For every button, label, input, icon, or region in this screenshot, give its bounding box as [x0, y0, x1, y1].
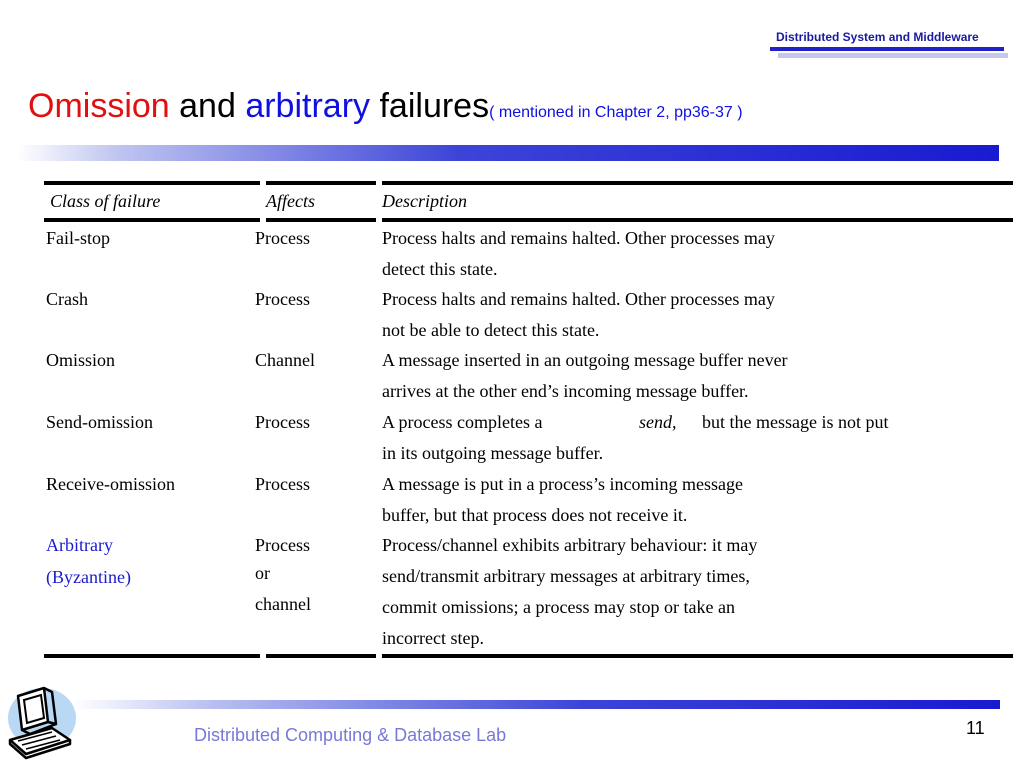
- computer-icon: [4, 682, 78, 762]
- row-send-omission-desc-2: in its outgoing message buffer.: [382, 443, 604, 463]
- row-crash-desc-2: not be able to detect this state.: [382, 320, 600, 340]
- row-arbitrary-desc-1: Process/channel exhibits arbitrary behaviour: it may: [382, 535, 758, 555]
- row-fail-stop-class: Fail-stop: [46, 228, 111, 248]
- title-failures: failures: [370, 87, 490, 125]
- row-omission-desc-1: A message inserted in an outgoing message buffer never: [382, 350, 788, 370]
- row-arbitrary-desc-3: commit omissions; a process may stop or take an: [382, 597, 735, 617]
- table-bottom-rule-1: [44, 654, 260, 658]
- table-bottom-rule-2: [266, 654, 376, 658]
- row-send-omission-desc-1a: A process completes a: [382, 412, 543, 432]
- title-arbitrary: arbitrary: [245, 87, 371, 125]
- table-header-rule-1: [44, 218, 260, 222]
- row-receive-omission-desc-2: buffer, but that process does not receive it.: [382, 505, 688, 525]
- row-arbitrary-affects-3: channel: [255, 594, 311, 614]
- table-header-rule-3: [382, 218, 1013, 222]
- header-affects: Affects: [266, 191, 315, 211]
- row-send-omission-desc-1b: send,: [639, 412, 677, 432]
- table-bottom-rule-3: [382, 654, 1013, 658]
- title-note: ( mentioned in Chapter 2, pp36-37 ): [489, 104, 743, 121]
- row-omission-desc-2: arrives at the other end’s incoming message buffer.: [382, 381, 749, 401]
- title-divider-bar: [17, 145, 999, 161]
- table-top-rule-1: [44, 181, 260, 185]
- row-receive-omission-desc-1: A message is put in a process’s incoming message: [382, 474, 743, 494]
- page-number: 11: [966, 718, 985, 738]
- row-receive-omission-class: Receive-omission: [46, 474, 175, 494]
- row-arbitrary-desc-4: incorrect step.: [382, 628, 484, 648]
- row-arbitrary-affects-1: Process: [255, 535, 310, 555]
- row-fail-stop-desc-1: Process halts and remains halted. Other processes may: [382, 228, 775, 248]
- table-header-rule-2: [266, 218, 376, 222]
- row-arbitrary-desc-2: send/transmit arbitrary messages at arbitrary times,: [382, 566, 750, 586]
- row-send-omission-desc-1c: but the message is not put: [702, 412, 889, 432]
- row-omission-class: Omission: [46, 350, 116, 370]
- footer-lab-name: Distributed Computing & Database Lab: [194, 725, 507, 745]
- header-badge: Distributed System and Middleware: [776, 30, 979, 44]
- row-arbitrary-class-1: Arbitrary: [46, 535, 113, 555]
- footer-divider-bar: [74, 700, 1000, 709]
- row-fail-stop-desc-2: detect this state.: [382, 259, 498, 279]
- row-send-omission-affects: Process: [255, 412, 310, 432]
- slide-title: [28, 86, 743, 133]
- row-omission-affects: Channel: [255, 350, 315, 370]
- row-arbitrary-class-2: (Byzantine): [46, 567, 131, 587]
- table-top-rule-2: [266, 181, 376, 185]
- header-class-of-failure: Class of failure: [50, 191, 161, 211]
- table-top-rule-3: [382, 181, 1013, 185]
- header-description: Description: [382, 191, 467, 211]
- title-omission: Omission: [28, 87, 170, 125]
- row-send-omission-class: Send-omission: [46, 412, 154, 432]
- row-crash-desc-1: Process halts and remains halted. Other processes may: [382, 289, 775, 309]
- header-badge-underline: [770, 47, 1004, 51]
- row-fail-stop-affects: Process: [255, 228, 310, 248]
- row-receive-omission-affects: Process: [255, 474, 310, 494]
- row-crash-affects: Process: [255, 289, 310, 309]
- header-badge-shadow: [778, 53, 1008, 58]
- title-and: and: [169, 87, 246, 125]
- row-arbitrary-affects-2: or: [255, 563, 270, 583]
- row-crash-class: Crash: [46, 289, 88, 309]
